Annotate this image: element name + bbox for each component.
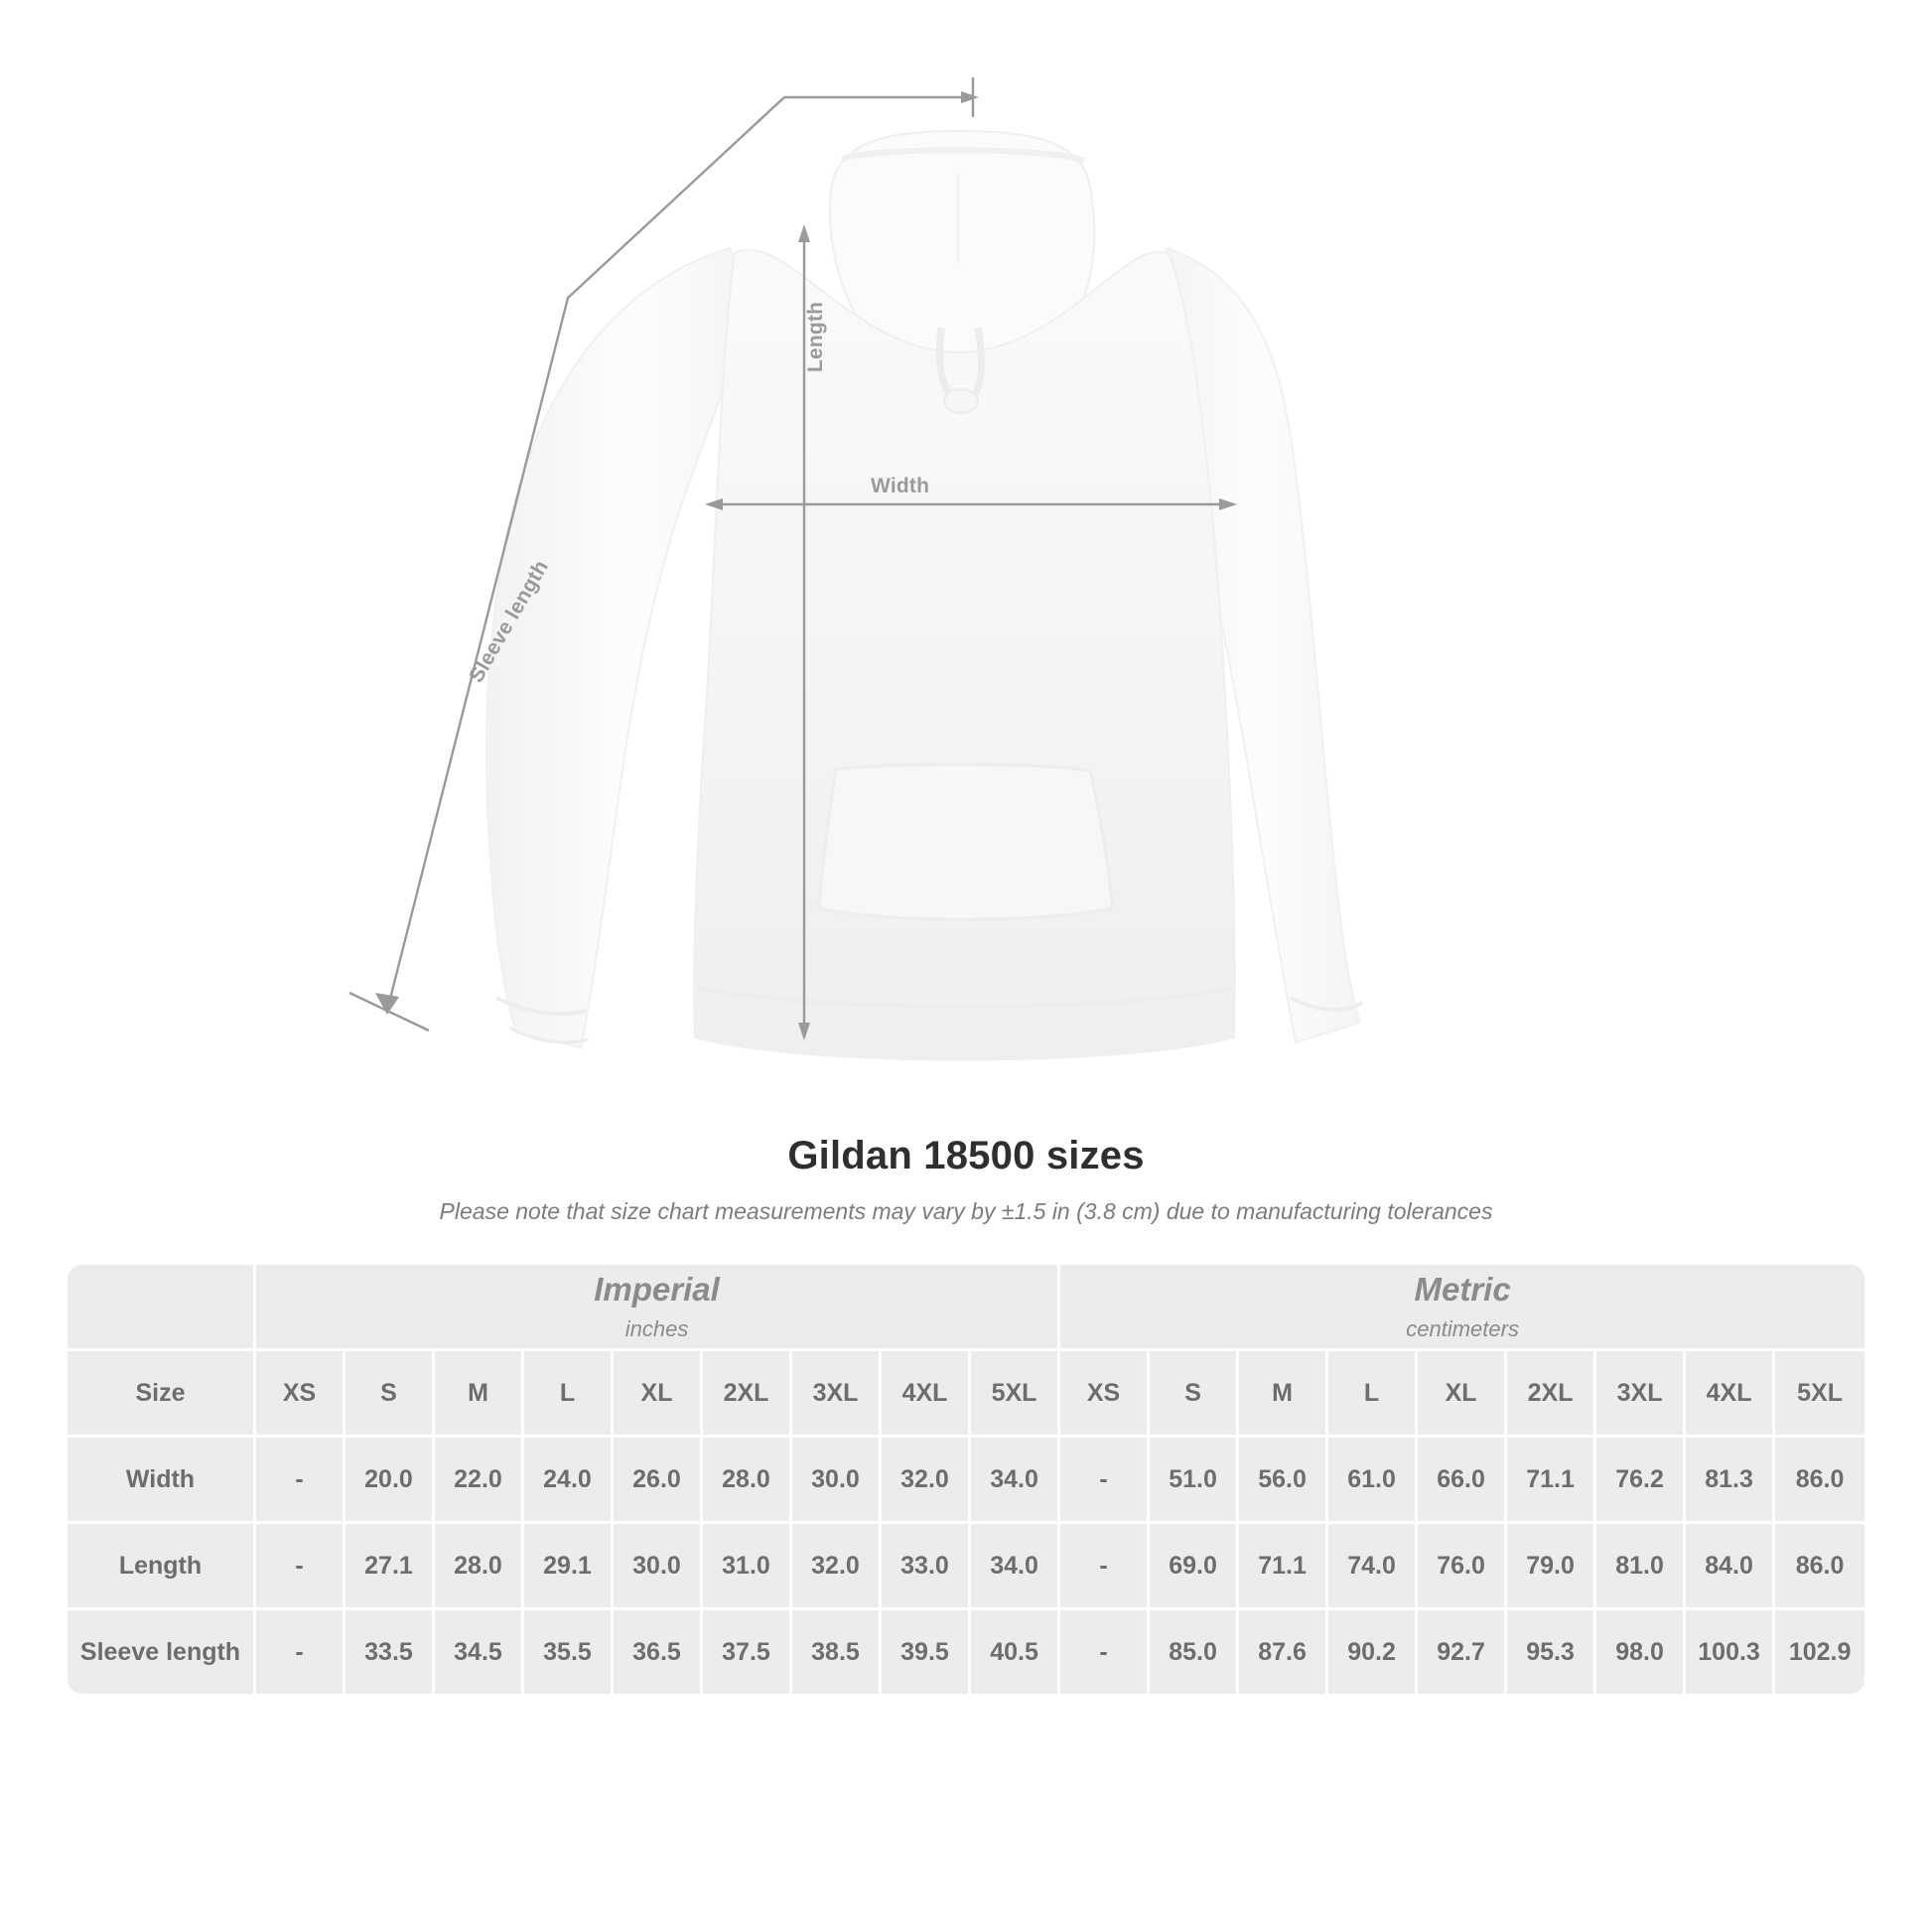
cell-width-metric-m: 56.0 bbox=[1239, 1438, 1328, 1524]
size-header-3xl-imperial: 3XL bbox=[792, 1351, 882, 1438]
cell-sleeve-length-metric-m: 87.6 bbox=[1239, 1610, 1328, 1694]
size-header-2xl-metric: 2XL bbox=[1507, 1351, 1596, 1438]
cell-length-imperial-xl: 30.0 bbox=[614, 1524, 703, 1610]
table-corner-cell bbox=[68, 1265, 256, 1351]
cell-length-metric-m: 71.1 bbox=[1239, 1524, 1328, 1610]
cell-length-metric-l: 74.0 bbox=[1328, 1524, 1418, 1610]
cell-sleeve-length-metric-3xl: 98.0 bbox=[1596, 1610, 1686, 1694]
cell-width-imperial-xl: 26.0 bbox=[614, 1438, 703, 1524]
cell-width-metric-5xl: 86.0 bbox=[1775, 1438, 1864, 1524]
cell-sleeve-length-imperial-3xl: 38.5 bbox=[792, 1610, 882, 1694]
size-header-s-imperial: S bbox=[345, 1351, 435, 1438]
cell-length-imperial-3xl: 32.0 bbox=[792, 1524, 882, 1610]
cell-length-metric-xs: - bbox=[1060, 1524, 1150, 1610]
row-label-sleeve-length: Sleeve length bbox=[68, 1610, 256, 1694]
cell-sleeve-length-metric-l: 90.2 bbox=[1328, 1610, 1418, 1694]
cell-width-imperial-4xl: 32.0 bbox=[882, 1438, 971, 1524]
cell-sleeve-length-imperial-l: 35.5 bbox=[524, 1610, 614, 1694]
cell-width-metric-l: 61.0 bbox=[1328, 1438, 1418, 1524]
cell-width-imperial-l: 24.0 bbox=[524, 1438, 614, 1524]
cell-length-metric-4xl: 84.0 bbox=[1686, 1524, 1775, 1610]
cell-length-imperial-s: 27.1 bbox=[345, 1524, 435, 1610]
size-header-5xl-metric: 5XL bbox=[1775, 1351, 1864, 1438]
size-header-3xl-metric: 3XL bbox=[1596, 1351, 1686, 1438]
unit-group-name: Imperial bbox=[594, 1271, 720, 1308]
title-block bbox=[0, 1134, 1932, 1225]
size-table-wrapper bbox=[68, 1265, 1864, 1694]
size-header-4xl-imperial: 4XL bbox=[882, 1351, 971, 1438]
table-unit-header-row bbox=[68, 1265, 1864, 1351]
cell-sleeve-length-imperial-s: 33.5 bbox=[345, 1610, 435, 1694]
tolerance-note: Please note that size chart measurements may vary by ±1.5 in (3.8 cm) due to manufacturing tolerances bbox=[439, 1198, 1493, 1224]
cell-length-imperial-4xl: 33.0 bbox=[882, 1524, 971, 1610]
cell-length-imperial-m: 28.0 bbox=[435, 1524, 524, 1610]
cell-width-imperial-5xl: 34.0 bbox=[971, 1438, 1060, 1524]
cell-length-metric-xl: 76.0 bbox=[1418, 1524, 1507, 1610]
size-header-m-imperial: M bbox=[435, 1351, 524, 1438]
cell-width-imperial-2xl: 28.0 bbox=[703, 1438, 792, 1524]
size-header-s-metric: S bbox=[1150, 1351, 1239, 1438]
size-header-xl-metric: XL bbox=[1418, 1351, 1507, 1438]
unit-group-sub: centimeters bbox=[1406, 1316, 1519, 1341]
cell-sleeve-length-metric-4xl: 100.3 bbox=[1686, 1610, 1775, 1694]
label-sleeve-length: Sleeve length bbox=[465, 556, 553, 687]
cell-width-metric-2xl: 71.1 bbox=[1507, 1438, 1596, 1524]
cell-sleeve-length-imperial-5xl: 40.5 bbox=[971, 1610, 1060, 1694]
cell-length-metric-5xl: 86.0 bbox=[1775, 1524, 1864, 1610]
size-header-l-imperial: L bbox=[524, 1351, 614, 1438]
size-header-4xl-metric: 4XL bbox=[1686, 1351, 1775, 1438]
size-table bbox=[68, 1265, 1864, 1694]
cell-width-imperial-s: 20.0 bbox=[345, 1438, 435, 1524]
cell-width-metric-s: 51.0 bbox=[1150, 1438, 1239, 1524]
cell-sleeve-length-imperial-4xl: 39.5 bbox=[882, 1610, 971, 1694]
cell-length-metric-3xl: 81.0 bbox=[1596, 1524, 1686, 1610]
cell-width-metric-4xl: 81.3 bbox=[1686, 1438, 1775, 1524]
size-header-xl-imperial: XL bbox=[614, 1351, 703, 1438]
cell-width-imperial-m: 22.0 bbox=[435, 1438, 524, 1524]
unit-group-header-metric bbox=[1060, 1265, 1864, 1351]
cell-width-metric-xl: 66.0 bbox=[1418, 1438, 1507, 1524]
table-row bbox=[68, 1610, 1864, 1694]
cell-sleeve-length-imperial-m: 34.5 bbox=[435, 1610, 524, 1694]
size-header-5xl-imperial: 5XL bbox=[971, 1351, 1060, 1438]
cell-sleeve-length-metric-5xl: 102.9 bbox=[1775, 1610, 1864, 1694]
page-title: Gildan 18500 sizes bbox=[787, 1134, 1145, 1177]
cell-sleeve-length-metric-2xl: 95.3 bbox=[1507, 1610, 1596, 1694]
cell-length-metric-2xl: 79.0 bbox=[1507, 1524, 1596, 1610]
cell-sleeve-length-imperial-xl: 36.5 bbox=[614, 1610, 703, 1694]
size-header-xs-imperial: XS bbox=[256, 1351, 345, 1438]
cell-sleeve-length-imperial-xs: - bbox=[256, 1610, 345, 1694]
cell-sleeve-length-metric-xl: 92.7 bbox=[1418, 1610, 1507, 1694]
cell-sleeve-length-imperial-2xl: 37.5 bbox=[703, 1610, 792, 1694]
label-length: Length bbox=[804, 301, 827, 372]
size-header-l-metric: L bbox=[1328, 1351, 1418, 1438]
unit-group-header-imperial bbox=[256, 1265, 1060, 1351]
cell-length-imperial-l: 29.1 bbox=[524, 1524, 614, 1610]
cell-length-imperial-xs: - bbox=[256, 1524, 345, 1610]
cell-width-imperial-3xl: 30.0 bbox=[792, 1438, 882, 1524]
row-label-width: Width bbox=[68, 1438, 256, 1524]
cell-sleeve-length-metric-s: 85.0 bbox=[1150, 1610, 1239, 1694]
cell-width-metric-xs: - bbox=[1060, 1438, 1150, 1524]
size-header-m-metric: M bbox=[1239, 1351, 1328, 1438]
cell-sleeve-length-metric-xs: - bbox=[1060, 1610, 1150, 1694]
cell-length-imperial-5xl: 34.0 bbox=[971, 1524, 1060, 1610]
table-size-header-row bbox=[68, 1351, 1864, 1438]
unit-group-sub: inches bbox=[624, 1316, 689, 1341]
size-header-2xl-imperial: 2XL bbox=[703, 1351, 792, 1438]
label-width: Width bbox=[871, 475, 930, 497]
row-label-length: Length bbox=[68, 1524, 256, 1610]
table-row bbox=[68, 1524, 1864, 1610]
cell-width-imperial-xs: - bbox=[256, 1438, 345, 1524]
table-row bbox=[68, 1438, 1864, 1524]
size-header-xs-metric: XS bbox=[1060, 1351, 1150, 1438]
unit-group-name: Metric bbox=[1414, 1271, 1511, 1308]
size-header-cell: Size bbox=[68, 1351, 256, 1438]
cell-width-metric-3xl: 76.2 bbox=[1596, 1438, 1686, 1524]
cell-length-metric-s: 69.0 bbox=[1150, 1524, 1239, 1610]
cell-length-imperial-2xl: 31.0 bbox=[703, 1524, 792, 1610]
